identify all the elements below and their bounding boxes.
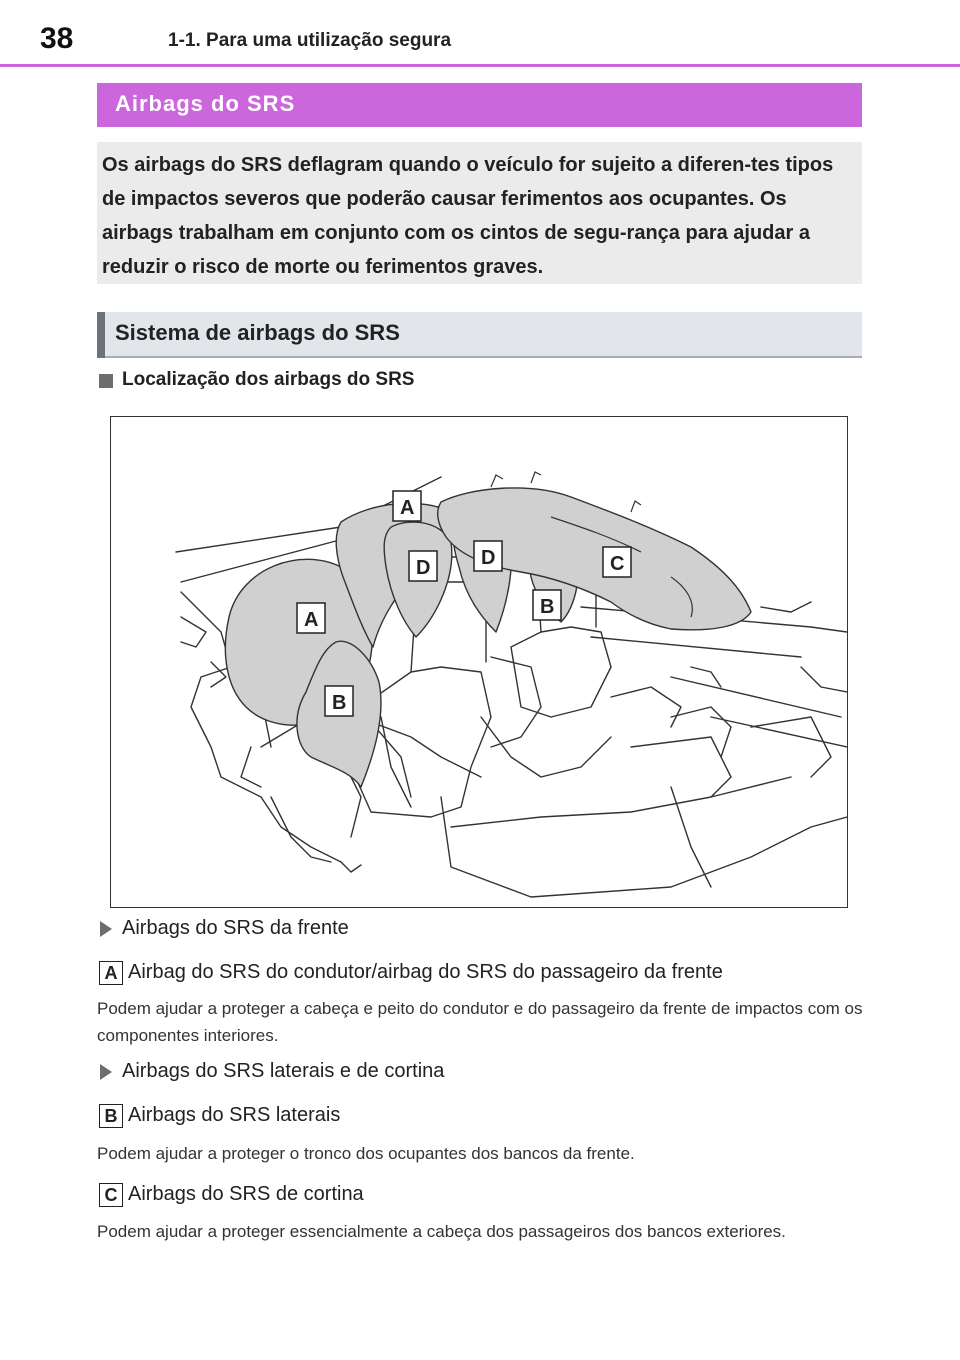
subsection-bar — [97, 312, 862, 358]
item-label-b: Airbags do SRS laterais — [128, 1104, 341, 1126]
callout-c — [603, 547, 631, 577]
item-desc-a: Podem ajudar a proteger a cabeça e peito do condutor e do passageiro da frente de impactos com os componentes interiores. — [97, 999, 863, 1045]
subsection-title: Sistema de airbags do SRS — [115, 320, 400, 345]
callout-d-left — [409, 551, 437, 581]
callout-b-right — [533, 590, 561, 620]
location-heading: Localização dos airbags do SRS — [122, 369, 415, 390]
section-title: Airbags do SRS — [115, 91, 296, 116]
callout-a-upper — [393, 491, 421, 521]
subsection-accent — [97, 312, 105, 358]
triangle-bullet-icon — [100, 1064, 112, 1080]
vehicle-interior-illustration — [111, 417, 847, 907]
callout-text-a-upper: A — [400, 497, 415, 519]
item-desc-b: Podem ajudar a proteger o tronco dos ocupantes dos bancos da frente. — [97, 1144, 635, 1163]
callout-text-d-right: D — [481, 547, 496, 569]
callout-d-right — [474, 541, 502, 571]
intro-text: Os airbags do SRS deflagram quando o veículo for sujeito a diferen-tes tipos de impactos severos que poderão causar ferimentos aos ocupantes. Os airbags trabalham em conjunto com os cintos de segu-rança para ajudar a reduzir o risco de morte ou ferimentos graves. — [102, 154, 834, 278]
page-number: 38 — [40, 22, 74, 55]
callout-b-left — [325, 686, 353, 716]
section-title-bar — [97, 83, 862, 127]
item-desc-c: Podem ajudar a proteger essencialmente a cabeça dos passageiros dos bancos exteriores. — [97, 1222, 786, 1241]
item-label-c: Airbags do SRS de cortina — [128, 1183, 364, 1205]
key-box-c: C — [99, 1183, 123, 1207]
callout-text-c: C — [610, 553, 625, 575]
category-label: Airbags do SRS da frente — [122, 917, 349, 939]
header-rule — [0, 64, 960, 67]
callout-a-lower — [297, 603, 325, 633]
key-box-b: B — [99, 1104, 123, 1128]
category-label: Airbags do SRS laterais e de cortina — [122, 1060, 445, 1082]
item-label-a: Airbag do SRS do condutor/airbag do SRS do passageiro da frente — [128, 961, 723, 983]
passenger-seat — [511, 627, 611, 717]
airbag-location-figure — [110, 416, 848, 908]
callout-text-b-right: B — [540, 596, 555, 618]
square-bullet-icon — [99, 374, 113, 388]
triangle-bullet-icon — [100, 921, 112, 937]
key-box-a: A — [99, 961, 123, 985]
rear-seat-bench — [441, 797, 847, 897]
callout-text-b-left: B — [332, 692, 347, 714]
callout-text-d-left: D — [416, 557, 431, 579]
intro-box — [97, 142, 862, 284]
running-head: 1-1. Para uma utilização segura — [168, 30, 452, 51]
callout-text-a-lower: A — [304, 609, 319, 631]
